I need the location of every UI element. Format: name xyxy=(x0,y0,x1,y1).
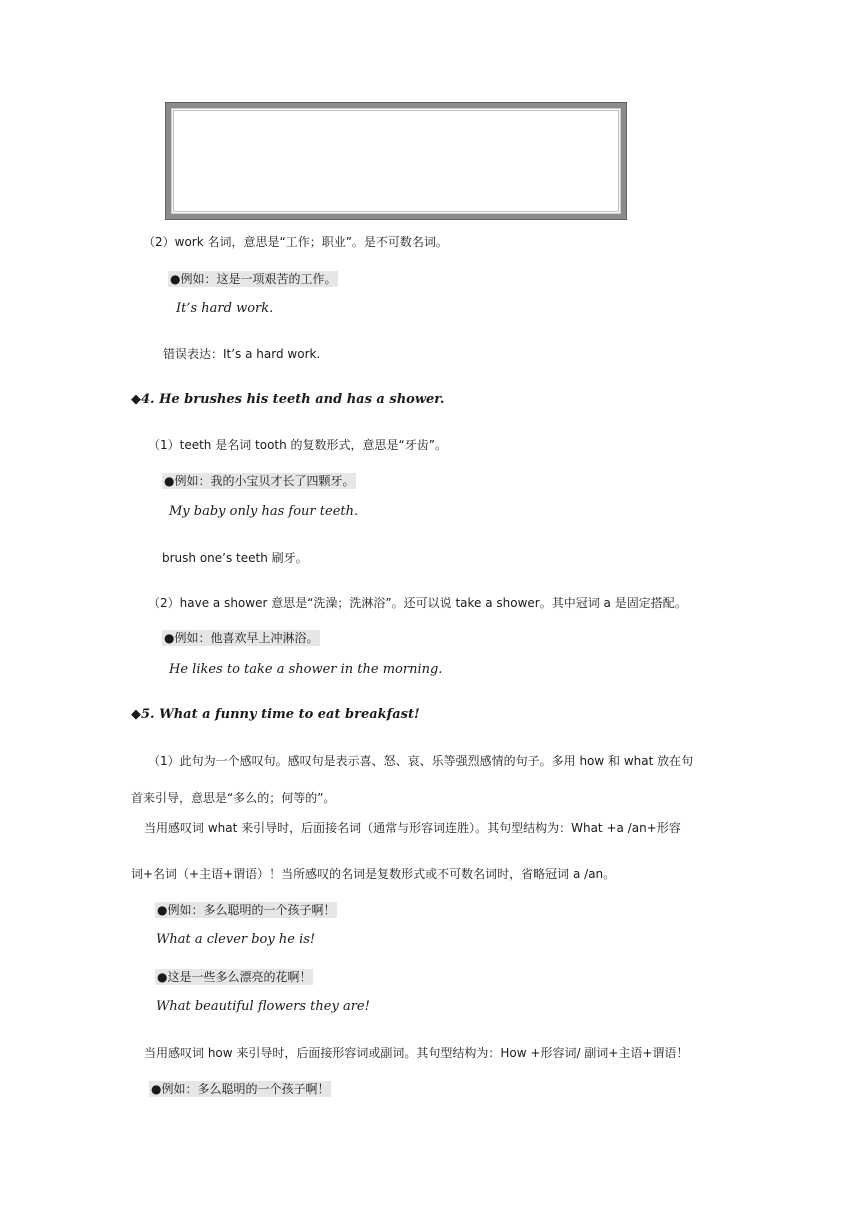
example-sentence: It’s hard work. xyxy=(176,301,274,316)
paragraph-what-cont: 词+名词（+主语+谓语）！当所感叹的名词是复数形式或不可数名词时，省略冠词 a /an。 xyxy=(131,867,616,881)
paragraph-what: 当用感叹词 what 来引导时，后面接名词（通常与形容词连胜）。其句型结构为：What +a /an+形容 xyxy=(144,821,681,835)
section-heading-4: ◆4. He brushes his teeth and has a shower. xyxy=(131,392,445,407)
example-label: ●这是一些多么漂亮的花啊！ xyxy=(157,970,312,984)
phrase-brush-teeth: brush one’s teeth 刷牙。 xyxy=(162,551,308,565)
example-sentence: My baby only has four teeth. xyxy=(169,504,359,519)
paragraph-work-definition: （2）work 名词，意思是“工作；职业”。是不可数名词。 xyxy=(143,235,448,249)
empty-bordered-box xyxy=(166,103,626,219)
example-sentence: He likes to take a shower in the morning. xyxy=(169,662,443,677)
example-label: ●例如：这是一项艰苦的工作。 xyxy=(170,272,337,286)
wrong-expression: 错误表达：It’s a hard work. xyxy=(163,347,321,361)
paragraph-exclamation-cont: 首来引导，意思是“多么的；何等的”。 xyxy=(131,791,336,805)
paragraph-shower: （2）have a shower 意思是“洗澡；洗淋浴”。还可以说 take a shower。其中冠词 a 是固定搭配。 xyxy=(148,596,687,610)
example-label: ●例如：我的小宝贝才长了四颗牙。 xyxy=(164,474,355,488)
example-sentence: What a clever boy he is! xyxy=(156,932,316,947)
example-label: ●例如：多么聪明的一个孩子啊！ xyxy=(157,903,336,917)
example-sentence: What beautiful flowers they are! xyxy=(156,999,370,1014)
section-heading-5: ◆5. What a funny time to eat breakfast! xyxy=(131,707,420,722)
paragraph-exclamation: （1）此句为一个感叹句。感叹句是表示喜、怒、哀、乐等强烈感情的句子。多用 how 和 what 放在句 xyxy=(148,754,694,768)
paragraph-how: 当用感叹词 how 来引导时，后面接形容词或副词。其句型结构为：How +形容词/ 副词+主语+谓语！ xyxy=(144,1046,689,1060)
example-label: ●例如：他喜欢早上冲淋浴。 xyxy=(164,631,319,645)
example-label: ●例如：多么聪明的一个孩子啊！ xyxy=(151,1082,330,1096)
paragraph-teeth: （1）teeth 是名词 tooth 的复数形式，意思是“牙齿”。 xyxy=(148,438,447,452)
